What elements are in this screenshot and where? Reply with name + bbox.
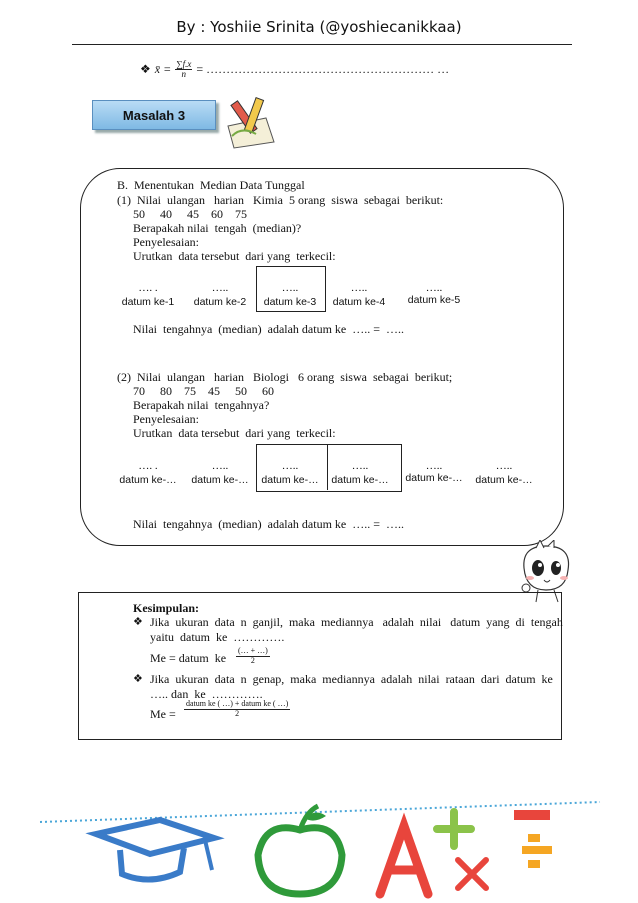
problem2-data: 70 80 75 45 50 60 (133, 384, 274, 398)
even-rule-line2: ….. dan ke …………. (150, 687, 263, 701)
problem1-conclusion: Nilai tengahnya (median) adalah datum ke ….. = ….. (133, 322, 405, 336)
math-symbols-icon (514, 810, 552, 868)
even-fraction-denominator: 2 (235, 708, 240, 718)
p1-slot-label: datum ke-4 (332, 296, 386, 308)
mean-formula (140, 60, 449, 80)
p2-slot-label: datum ke-… (261, 474, 319, 486)
problem1-question: Berapakah nilai tengah (median)? (133, 221, 302, 235)
odd-me-label: Me = datum ke (150, 651, 227, 665)
problem2-intro: (2) Nilai ulangan harian Biologi 6 orang siswa sebagai berikut; (117, 370, 453, 384)
apple-icon (258, 806, 342, 894)
odd-rule-line2: yaitu datum ke …………. (150, 630, 285, 644)
odd-median-fraction (236, 647, 270, 666)
p2-slot-value: …. . (138, 460, 158, 472)
formula-rhs: = ………………………………………………… … (196, 62, 450, 77)
p2-slot-value: ….. (211, 460, 229, 472)
problem2-question: Berapakah nilai tengahnya? (133, 398, 270, 412)
section-heading: B. Menentukan Median Data Tunggal (117, 178, 305, 192)
p1-slot-value: ….. (281, 282, 299, 294)
odd-rule-line1: Jika ukuran data n ganjil, maka mediannya adalah nilai datum yang di tengah (150, 615, 563, 629)
p2-slot-value: ….. (495, 460, 513, 472)
p1-slot-label: datum ke-1 (121, 296, 175, 308)
formula-fraction (175, 60, 192, 80)
formula-denominator: n (181, 69, 187, 80)
graduation-cap-icon (96, 820, 214, 880)
formula-lhs: x̄ = (154, 62, 172, 77)
p1-slot-value: ….. (211, 282, 229, 294)
header-divider (72, 44, 572, 45)
problem1-instruction: Urutkan data tersebut dari yang terkecil: (133, 249, 336, 263)
p2-slot-label: datum ke-… (119, 474, 177, 486)
problem1-solution-label: Penyelesaian: (133, 235, 199, 249)
p2-slot-value: ….. (351, 460, 369, 472)
problem2-instruction: Urutkan data tersebut dari yang terkecil: (133, 426, 336, 440)
p2-slot-label: datum ke-… (331, 474, 389, 486)
problem2-conclusion: Nilai tengahnya (median) adalah datum ke ….. = ….. (133, 517, 405, 531)
even-fraction-numerator: datum ke ( …) + datum ke ( …) (186, 699, 289, 708)
even-rule-line1: Jika ukuran data n genap, maka mediannya adalah nilai rataan dari datum ke (150, 672, 553, 686)
diamond-bullet-icon: ❖ (133, 673, 143, 685)
p1-slot-value: …. . (138, 282, 158, 294)
p1-slot-value: ….. (425, 282, 443, 294)
p2-slot-value: ….. (281, 460, 299, 472)
problem1-intro: (1) Nilai ulangan harian Kimia 5 orang siswa sebagai berikut: (117, 193, 444, 207)
diamond-bullet-icon: ❖ (140, 62, 151, 77)
p1-slot-label: datum ke-5 (407, 294, 461, 306)
masalah-badge: Masalah 3 (92, 100, 216, 130)
odd-fraction-numerator: (… + …) (238, 646, 268, 655)
formula-numerator: ∑f.x (176, 59, 192, 69)
kesimpulan-title: Kesimpulan: (133, 601, 200, 615)
problem1-data: 50 40 45 60 75 (133, 207, 247, 221)
p1-slot-value: ….. (350, 282, 368, 294)
problem2-solution-label: Penyelesaian: (133, 412, 199, 426)
even-median-fraction (184, 700, 290, 719)
page-header: By : Yoshiie Srinita (@yoshiecanikkaa) (176, 18, 462, 36)
pencil-paper-icon (222, 96, 280, 152)
a-plus-icon (380, 812, 486, 894)
p1-slot-label: datum ke-2 (193, 296, 247, 308)
p2-slot-label: datum ke-… (475, 474, 533, 486)
p2-slot-value: ….. (425, 460, 443, 472)
p1-slot-label: datum ke-3 (263, 296, 317, 308)
diamond-bullet-icon: ❖ (133, 616, 143, 628)
p2-slot-label: datum ke-… (405, 472, 463, 484)
odd-fraction-denominator: 2 (250, 655, 255, 665)
footer-decoration (0, 790, 638, 903)
even-me-label: Me = (150, 707, 176, 721)
p2-slot-label: datum ke-… (191, 474, 249, 486)
